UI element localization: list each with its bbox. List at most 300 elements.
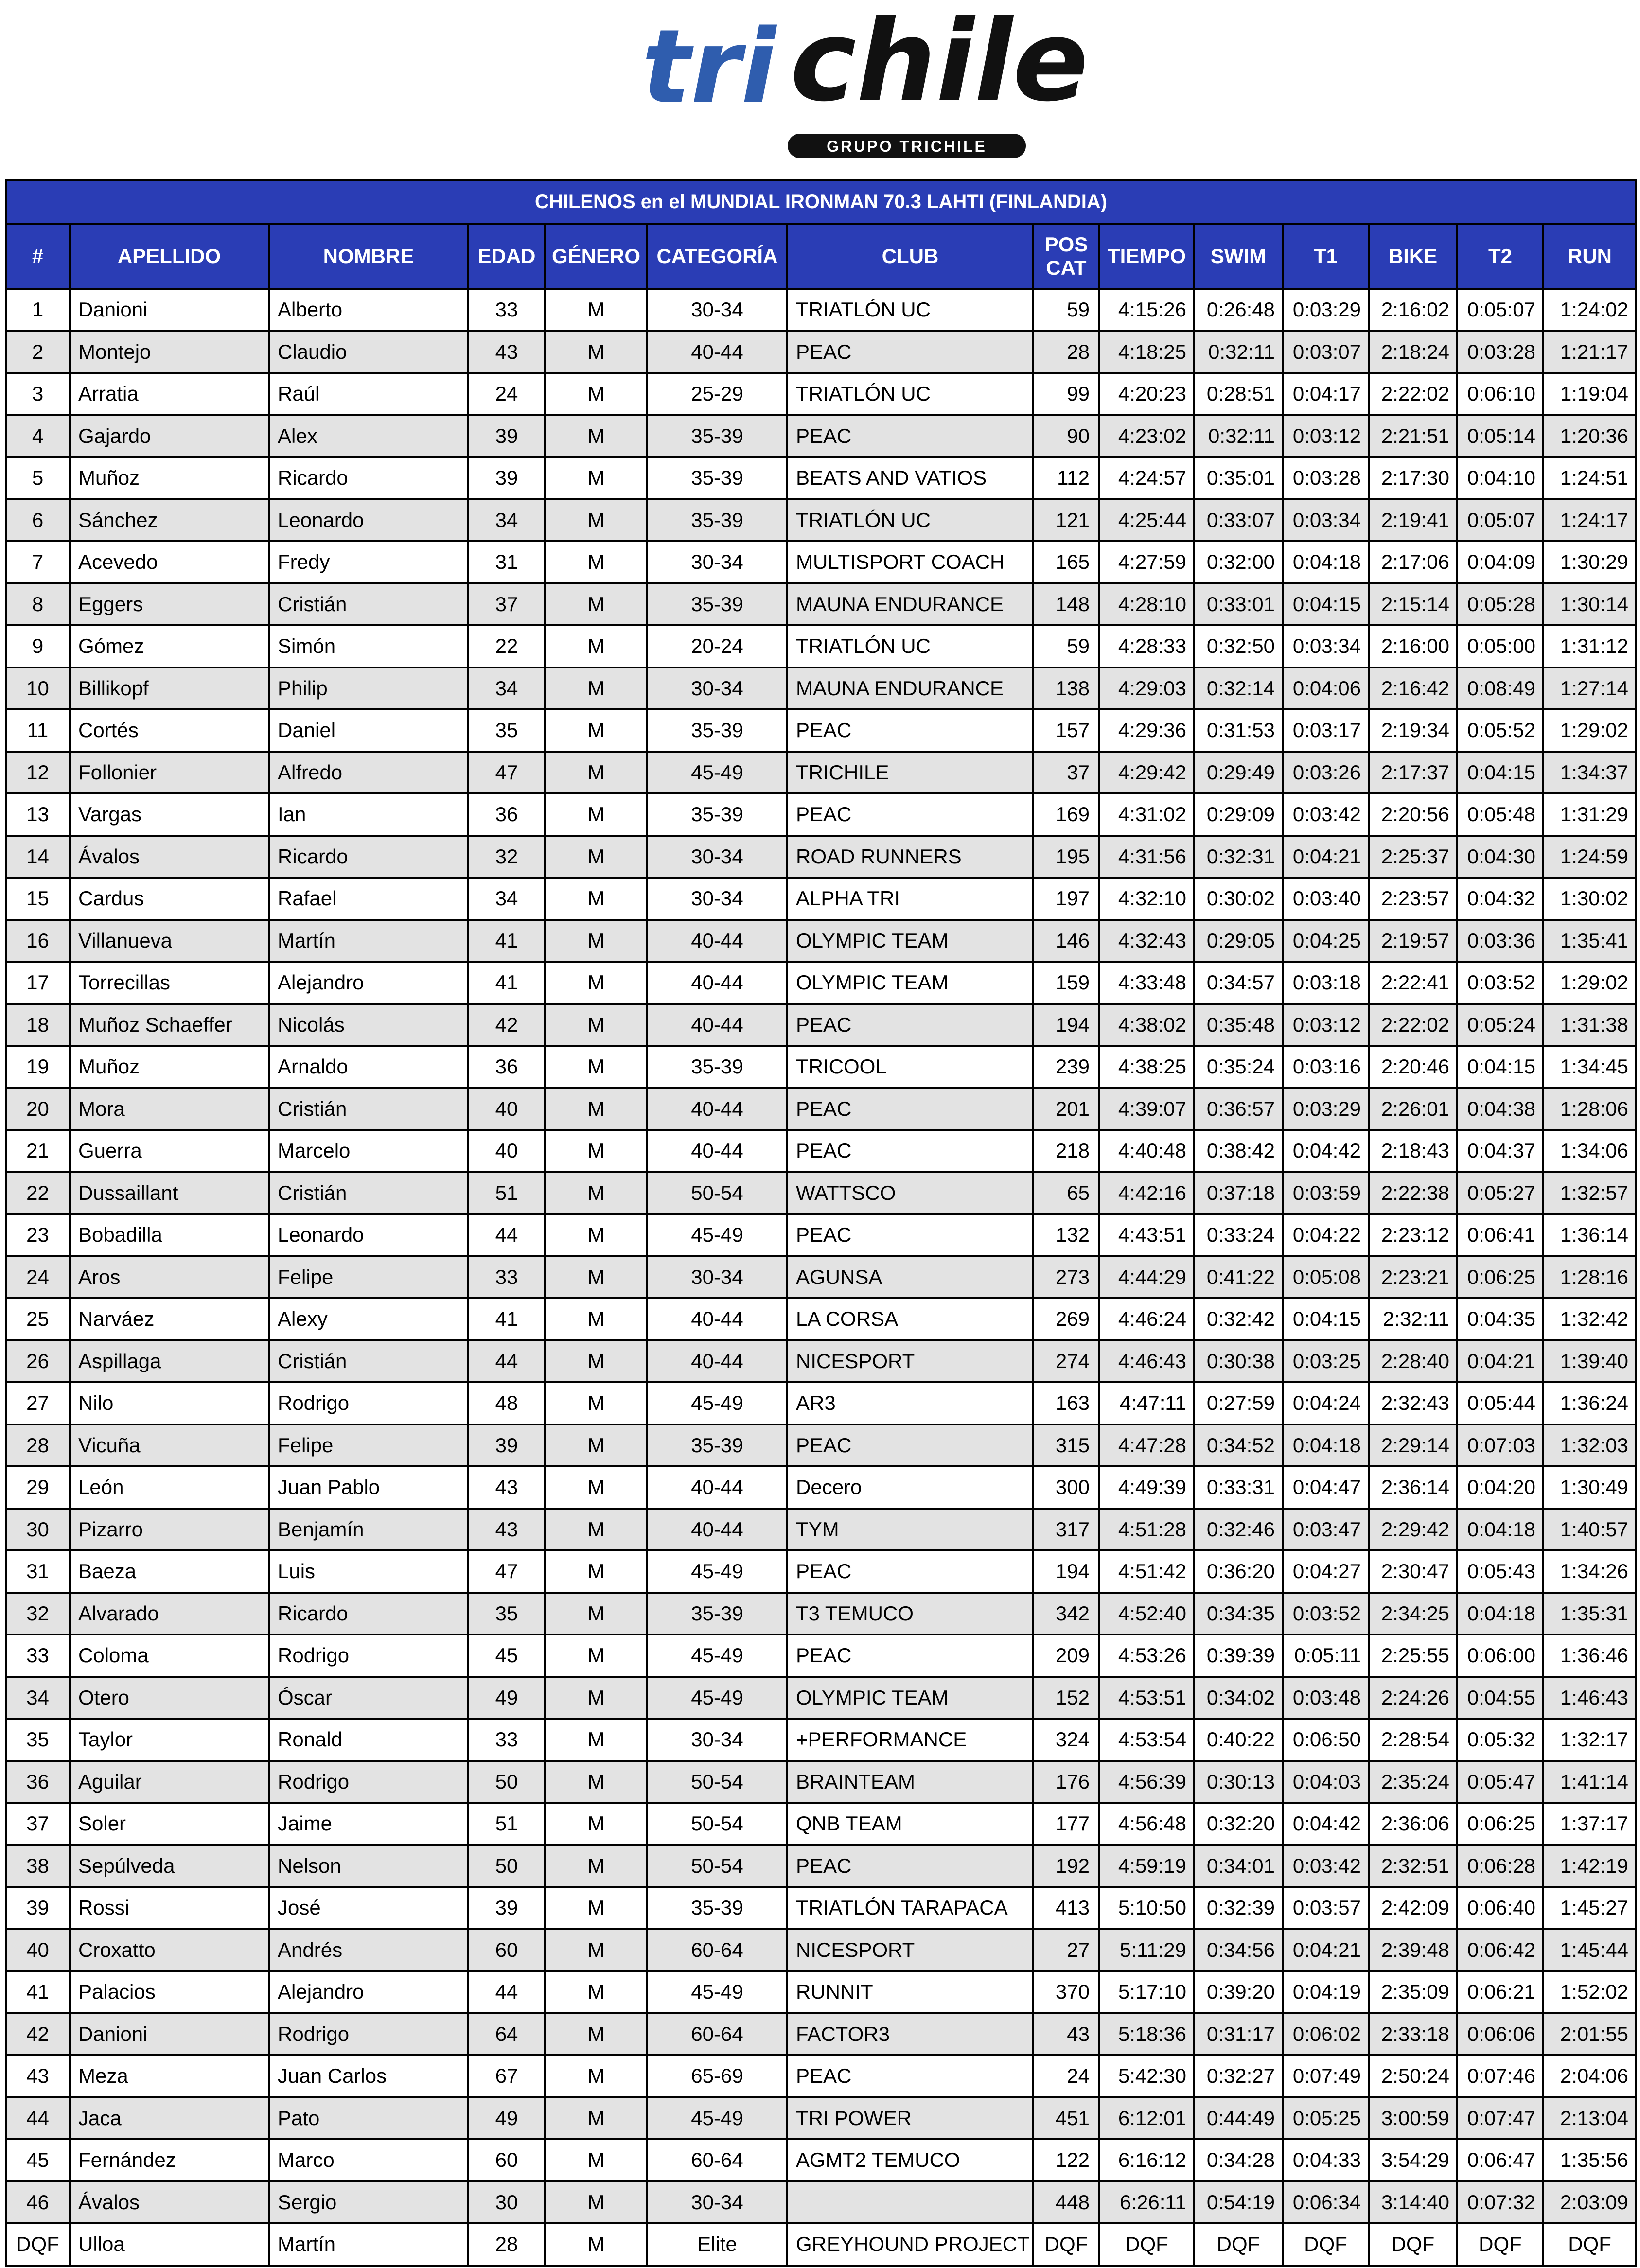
col-t2-cell: 0:04:55	[1457, 1677, 1543, 1719]
table-row	[6, 920, 1636, 962]
col-bike-cell: 2:20:56	[1369, 793, 1457, 836]
col-pos-cat-cell: 169	[1033, 793, 1099, 836]
col-categoria-cell: 45-49	[647, 1677, 787, 1719]
col-bike-cell: 2:32:51	[1369, 1845, 1457, 1887]
col-nombre-cell: Nelson	[269, 1845, 468, 1887]
col-edad-cell: 51	[468, 1172, 545, 1214]
col-categoria-cell: 40-44	[647, 920, 787, 962]
col-t1-cell: 0:04:25	[1283, 920, 1369, 962]
col-t1-cell: 0:04:21	[1283, 836, 1369, 878]
col-t1-cell: 0:05:08	[1283, 1256, 1369, 1299]
col-genero-cell: M	[545, 1677, 647, 1719]
col-genero-cell: M	[545, 1761, 647, 1803]
col-club-cell: ALPHA TRI	[787, 878, 1033, 920]
col-run-cell: 1:35:31	[1543, 1593, 1636, 1635]
col-club-cell: PEAC	[787, 1088, 1033, 1130]
col-edad-cell: 39	[468, 1887, 545, 1929]
col-apellido-cell: Montejo	[70, 331, 269, 373]
col-run-cell: 1:21:17	[1543, 331, 1636, 373]
table-row	[6, 1466, 1636, 1509]
col-bike-cell: 2:23:57	[1369, 878, 1457, 920]
col-bike-cell: 2:30:47	[1369, 1550, 1457, 1593]
col-edad-cell: 40	[468, 1130, 545, 1172]
col-t1-cell: 0:03:25	[1283, 1340, 1369, 1383]
col-t2-cell: 0:06:06	[1457, 2013, 1543, 2056]
col-tiempo-cell: 4:53:51	[1099, 1677, 1194, 1719]
col-edad-cell: 39	[468, 415, 545, 457]
col-t1-cell: 0:04:42	[1283, 1803, 1369, 1845]
col-tiempo-cell: 4:44:29	[1099, 1256, 1194, 1299]
col-tiempo-cell: 4:53:54	[1099, 1719, 1194, 1761]
col-run-cell: 1:34:06	[1543, 1130, 1636, 1172]
table-row	[6, 1929, 1636, 1971]
col-club-cell: PEAC	[787, 709, 1033, 752]
col-pos-cat-cell: 24	[1033, 2055, 1099, 2097]
col-genero-cell: M	[545, 1382, 647, 1424]
col-apellido-cell: Pizarro	[70, 1509, 269, 1551]
col-number-cell: 34	[6, 1677, 70, 1719]
trichile-logo	[642, 0, 1089, 160]
col-categoria-cell: 40-44	[647, 1466, 787, 1509]
col-categoria-cell: 35-39	[647, 1046, 787, 1088]
col-edad-cell: 44	[468, 1971, 545, 2013]
col-edad-cell: 44	[468, 1340, 545, 1383]
col-genero-cell: M	[545, 2013, 647, 2056]
col-swim-cell: 0:34:57	[1194, 962, 1283, 1004]
col-categoria-cell: 65-69	[647, 2055, 787, 2097]
col-run-cell: 1:29:02	[1543, 962, 1636, 1004]
col-run-cell: 1:39:40	[1543, 1340, 1636, 1383]
col-run-cell: 1:30:02	[1543, 878, 1636, 920]
col-t1-cell: 0:04:15	[1283, 1298, 1369, 1340]
col-bike-cell: 2:35:09	[1369, 1971, 1457, 2013]
col-genero-cell: M	[545, 1340, 647, 1383]
col-bike-cell: 2:17:37	[1369, 752, 1457, 794]
col-tiempo-cell: 4:24:57	[1099, 457, 1194, 499]
col-run-cell: 1:45:44	[1543, 1929, 1636, 1971]
col-categoria-cell: 35-39	[647, 583, 787, 626]
col-t2-cell: 0:04:09	[1457, 541, 1543, 583]
col-pos-cat-cell: 317	[1033, 1509, 1099, 1551]
col-number-cell: 28	[6, 1424, 70, 1467]
col-edad-cell: 34	[468, 668, 545, 710]
table-row	[6, 289, 1636, 331]
col-run-cell: 1:46:43	[1543, 1677, 1636, 1719]
col-club-cell: MAUNA ENDURANCE	[787, 668, 1033, 710]
col-bike-cell: 2:22:38	[1369, 1172, 1457, 1214]
col-tiempo-cell: 5:11:29	[1099, 1929, 1194, 1971]
col-tiempo-cell: 5:17:10	[1099, 1971, 1194, 2013]
col-club-cell: TYM	[787, 1509, 1033, 1551]
col-tiempo-cell: 5:10:50	[1099, 1887, 1194, 1929]
col-swim-cell: 0:34:35	[1194, 1593, 1283, 1635]
col-genero-cell: M	[545, 1635, 647, 1677]
table-row	[6, 1509, 1636, 1551]
col-t2-cell: 0:05:24	[1457, 1004, 1543, 1046]
col-number-cell: 46	[6, 2181, 70, 2224]
table-row	[6, 2139, 1636, 2181]
table-row	[6, 793, 1636, 836]
col-t2-cell: 0:03:52	[1457, 962, 1543, 1004]
col-t1-cell: 0:04:18	[1283, 1424, 1369, 1467]
col-bike-cell: 2:34:25	[1369, 1593, 1457, 1635]
col-edad-cell: 41	[468, 920, 545, 962]
col-swim-cell: 0:34:02	[1194, 1677, 1283, 1719]
table-row	[6, 583, 1636, 626]
col-swim-cell: 0:34:52	[1194, 1424, 1283, 1467]
col-t1-cell: 0:04:15	[1283, 583, 1369, 626]
col-apellido-cell: Muñoz Schaeffer	[70, 1004, 269, 1046]
col-run-cell: 1:34:37	[1543, 752, 1636, 794]
col-club-cell: TRIATLÓN UC	[787, 289, 1033, 331]
col-pos-cat-cell: 163	[1033, 1382, 1099, 1424]
table-row	[6, 836, 1636, 878]
col-club-cell: NICESPORT	[787, 1929, 1033, 1971]
col-genero-cell: M	[545, 1929, 647, 1971]
col-categoria-cell: 35-39	[647, 793, 787, 836]
col-bike-cell: DQF	[1369, 2223, 1457, 2266]
col-genero-cell: M	[545, 625, 647, 668]
table-row	[6, 1382, 1636, 1424]
col-tiempo-cell: 4:46:24	[1099, 1298, 1194, 1340]
col-run-cell: 1:52:02	[1543, 1971, 1636, 2013]
col-t2-cell: 0:04:32	[1457, 878, 1543, 920]
col-swim-cell: 0:32:50	[1194, 625, 1283, 668]
col-swim-cell: 0:38:42	[1194, 1130, 1283, 1172]
col-run-cell: 1:24:59	[1543, 836, 1636, 878]
col-t1-cell: 0:04:03	[1283, 1761, 1369, 1803]
col-run-cell: DQF	[1543, 2223, 1636, 2266]
col-t1-cell: 0:03:34	[1283, 499, 1369, 542]
col-bike-cell: 2:36:14	[1369, 1466, 1457, 1509]
col-pos-cat-cell: 197	[1033, 878, 1099, 920]
col-tiempo-cell: 4:56:48	[1099, 1803, 1194, 1845]
col-edad-cell: 32	[468, 836, 545, 878]
col-categoria-cell: 30-34	[647, 1256, 787, 1299]
col-club-cell: PEAC	[787, 1130, 1033, 1172]
col-nombre-cell: Sergio	[269, 2181, 468, 2224]
col-club-header: CLUB	[787, 224, 1033, 289]
col-bike-cell: 2:29:14	[1369, 1424, 1457, 1467]
col-tiempo-cell: 4:40:48	[1099, 1130, 1194, 1172]
col-number-cell: 11	[6, 709, 70, 752]
table-row	[6, 1130, 1636, 1172]
col-apellido-cell: Vicuña	[70, 1424, 269, 1467]
col-t2-cell: 0:03:36	[1457, 920, 1543, 962]
col-tiempo-cell: 4:52:40	[1099, 1593, 1194, 1635]
col-apellido-cell: Jaca	[70, 2097, 269, 2140]
col-genero-cell: M	[545, 920, 647, 962]
col-pos-cat-cell: 209	[1033, 1635, 1099, 1677]
col-apellido-cell: Guerra	[70, 1130, 269, 1172]
col-run-cell: 1:40:57	[1543, 1509, 1636, 1551]
col-edad-cell: 39	[468, 457, 545, 499]
col-edad-cell: 34	[468, 499, 545, 542]
col-apellido-cell: Aros	[70, 1256, 269, 1299]
col-club-cell: PEAC	[787, 331, 1033, 373]
col-nombre-cell: Ricardo	[269, 836, 468, 878]
col-tiempo-cell: 4:31:02	[1099, 793, 1194, 836]
col-t2-cell: 0:03:28	[1457, 331, 1543, 373]
col-number-cell: 13	[6, 793, 70, 836]
col-nombre-cell: Óscar	[269, 1677, 468, 1719]
col-pos-cat-cell: 448	[1033, 2181, 1099, 2224]
col-swim-cell: 0:41:22	[1194, 1256, 1283, 1299]
col-run-cell: 1:30:14	[1543, 583, 1636, 626]
col-genero-cell: M	[545, 1550, 647, 1593]
col-apellido-cell: Vargas	[70, 793, 269, 836]
col-bike-cell: 2:39:48	[1369, 1929, 1457, 1971]
table-row	[6, 499, 1636, 542]
col-number-cell: 16	[6, 920, 70, 962]
col-run-cell: 1:36:46	[1543, 1635, 1636, 1677]
col-number-cell: 18	[6, 1004, 70, 1046]
col-run-cell: 2:03:09	[1543, 2181, 1636, 2224]
col-pos-cat-cell: 157	[1033, 709, 1099, 752]
col-t1-cell: 0:04:47	[1283, 1466, 1369, 1509]
col-apellido-cell: Aguilar	[70, 1761, 269, 1803]
col-edad-cell: 36	[468, 793, 545, 836]
col-club-cell: AR3	[787, 1382, 1033, 1424]
col-categoria-cell: 50-54	[647, 1172, 787, 1214]
col-tiempo-cell: 4:38:25	[1099, 1046, 1194, 1088]
col-tiempo-cell: 4:46:43	[1099, 1340, 1194, 1383]
col-swim-cell: 0:29:49	[1194, 752, 1283, 794]
col-swim-cell: 0:33:01	[1194, 583, 1283, 626]
col-run-cell: 1:32:42	[1543, 1298, 1636, 1340]
col-run-cell: 1:32:03	[1543, 1424, 1636, 1467]
col-nombre-cell: Claudio	[269, 331, 468, 373]
col-club-cell	[787, 2181, 1033, 2224]
col-tiempo-cell: 4:51:42	[1099, 1550, 1194, 1593]
table-row	[6, 1172, 1636, 1214]
col-number-cell: 2	[6, 331, 70, 373]
col-apellido-cell: Arratia	[70, 373, 269, 415]
col-swim-cell: 0:33:07	[1194, 499, 1283, 542]
col-nombre-cell: Marcelo	[269, 1130, 468, 1172]
col-bike-header: BIKE	[1369, 224, 1457, 289]
col-genero-cell: M	[545, 1845, 647, 1887]
col-run-cell: 1:32:57	[1543, 1172, 1636, 1214]
col-categoria-cell: Elite	[647, 2223, 787, 2266]
col-nombre-cell: Juan Carlos	[269, 2055, 468, 2097]
logo-tri-text: tri	[642, 7, 776, 126]
col-bike-cell: 2:50:24	[1369, 2055, 1457, 2097]
col-club-cell: TRI POWER	[787, 2097, 1033, 2140]
col-number-cell: 43	[6, 2055, 70, 2097]
col-club-cell: TRIATLÓN UC	[787, 499, 1033, 542]
col-pos-cat-cell: 59	[1033, 289, 1099, 331]
col-number-cell: 41	[6, 1971, 70, 2013]
col-club-cell: TRICHILE	[787, 752, 1033, 794]
col-bike-cell: 2:23:12	[1369, 1214, 1457, 1256]
col-swim-cell: 0:54:19	[1194, 2181, 1283, 2224]
col-tiempo-cell: 4:29:42	[1099, 752, 1194, 794]
col-nombre-cell: Alfredo	[269, 752, 468, 794]
col-swim-cell: 0:32:00	[1194, 541, 1283, 583]
table-row	[6, 1635, 1636, 1677]
col-edad-cell: 28	[468, 2223, 545, 2266]
col-apellido-cell: Rossi	[70, 1887, 269, 1929]
col-t2-cell: 0:06:25	[1457, 1803, 1543, 1845]
col-pos-cat-cell: 370	[1033, 1971, 1099, 2013]
col-t2-cell: 0:07:03	[1457, 1424, 1543, 1467]
col-number-cell: 32	[6, 1593, 70, 1635]
col-number-cell: 30	[6, 1509, 70, 1551]
table-row	[6, 2181, 1636, 2224]
col-apellido-cell: Otero	[70, 1677, 269, 1719]
col-run-cell: 1:28:06	[1543, 1088, 1636, 1130]
table-row	[6, 1298, 1636, 1340]
col-t1-cell: 0:05:25	[1283, 2097, 1369, 2140]
table-row	[6, 878, 1636, 920]
col-edad-cell: 50	[468, 1761, 545, 1803]
col-genero-cell: M	[545, 2139, 647, 2181]
col-pos-cat-cell: 37	[1033, 752, 1099, 794]
col-nombre-cell: Philip	[269, 668, 468, 710]
col-categoria-cell: 45-49	[647, 1635, 787, 1677]
col-categoria-cell: 30-34	[647, 836, 787, 878]
col-bike-cell: 2:17:30	[1369, 457, 1457, 499]
col-t2-cell: 0:05:07	[1457, 499, 1543, 542]
col-club-cell: PEAC	[787, 1635, 1033, 1677]
col-nombre-cell: Cristián	[269, 1172, 468, 1214]
col-run-cell: 1:31:12	[1543, 625, 1636, 668]
col-apellido-cell: Eggers	[70, 583, 269, 626]
col-swim-cell: 0:32:27	[1194, 2055, 1283, 2097]
table-row	[6, 1593, 1636, 1635]
col-edad-cell: 42	[468, 1004, 545, 1046]
col-number-cell: 38	[6, 1845, 70, 1887]
col-edad-cell: 24	[468, 373, 545, 415]
col-nombre-cell: Alexy	[269, 1298, 468, 1340]
table-row	[6, 1088, 1636, 1130]
col-apellido-cell: Croxatto	[70, 1929, 269, 1971]
col-t2-cell: 0:06:00	[1457, 1635, 1543, 1677]
col-run-cell: 1:19:04	[1543, 373, 1636, 415]
col-pos-cat-cell: 300	[1033, 1466, 1099, 1509]
table-row	[6, 541, 1636, 583]
col-nombre-cell: Cristián	[269, 1088, 468, 1130]
col-t2-cell: 0:06:41	[1457, 1214, 1543, 1256]
col-edad-cell: 39	[468, 1424, 545, 1467]
col-t2-header: T2	[1457, 224, 1543, 289]
col-apellido-cell: Alvarado	[70, 1593, 269, 1635]
col-swim-cell: DQF	[1194, 2223, 1283, 2266]
col-nombre-cell: Martín	[269, 2223, 468, 2266]
col-tiempo-cell: 4:29:03	[1099, 668, 1194, 710]
col-t1-cell: 0:03:48	[1283, 1677, 1369, 1719]
col-run-cell: 2:04:06	[1543, 2055, 1636, 2097]
col-apellido-cell: Aspillaga	[70, 1340, 269, 1383]
col-pos-cat-cell: 194	[1033, 1004, 1099, 1046]
col-nombre-cell: Simón	[269, 625, 468, 668]
col-genero-cell: M	[545, 541, 647, 583]
col-number-cell: 21	[6, 1130, 70, 1172]
col-t1-cell: 0:03:34	[1283, 625, 1369, 668]
col-run-cell: 1:45:27	[1543, 1887, 1636, 1929]
col-nombre-cell: Luis	[269, 1550, 468, 1593]
header	[0, 0, 1640, 165]
col-edad-cell: 30	[468, 2181, 545, 2224]
col-nombre-cell: Rodrigo	[269, 1382, 468, 1424]
col-number-cell: 1	[6, 289, 70, 331]
col-tiempo-cell: 4:38:02	[1099, 1004, 1194, 1046]
col-nombre-cell: Ricardo	[269, 457, 468, 499]
col-number-cell: 40	[6, 1929, 70, 1971]
col-apellido-cell: Palacios	[70, 1971, 269, 2013]
col-swim-cell: 0:30:13	[1194, 1761, 1283, 1803]
col-t1-cell: 0:03:40	[1283, 878, 1369, 920]
col-t1-cell: 0:04:42	[1283, 1130, 1369, 1172]
col-edad-cell: 41	[468, 1298, 545, 1340]
col-swim-header: SWIM	[1194, 224, 1283, 289]
col-club-cell: PEAC	[787, 1550, 1033, 1593]
col-pos-cat-cell: 413	[1033, 1887, 1099, 1929]
col-bike-cell: 2:17:06	[1369, 541, 1457, 583]
table-row	[6, 1424, 1636, 1467]
col-bike-cell: 2:22:41	[1369, 962, 1457, 1004]
table-row	[6, 373, 1636, 415]
col-tiempo-cell: 4:33:48	[1099, 962, 1194, 1004]
col-club-cell: ROAD RUNNERS	[787, 836, 1033, 878]
col-club-cell: Decero	[787, 1466, 1033, 1509]
col-bike-cell: 2:33:18	[1369, 2013, 1457, 2056]
col-categoria-cell: 30-34	[647, 668, 787, 710]
col-apellido-cell: Ávalos	[70, 836, 269, 878]
logo-tagline: GRUPO TRICHILE	[827, 138, 987, 155]
col-pos-cat-cell: 273	[1033, 1256, 1099, 1299]
col-categoria-cell: 35-39	[647, 1593, 787, 1635]
col-run-cell: 1:24:51	[1543, 457, 1636, 499]
col-genero-cell: M	[545, 499, 647, 542]
col-edad-cell: 45	[468, 1635, 545, 1677]
col-swim-cell: 0:32:42	[1194, 1298, 1283, 1340]
col-genero-cell: M	[545, 1887, 647, 1929]
col-run-cell: 2:01:55	[1543, 2013, 1636, 2056]
col-categoria-cell: 45-49	[647, 1971, 787, 2013]
col-t2-cell: 0:04:18	[1457, 1509, 1543, 1551]
col-genero-cell: M	[545, 1298, 647, 1340]
col-run-cell: 1:32:17	[1543, 1719, 1636, 1761]
table-row	[6, 1677, 1636, 1719]
col-run-cell: 1:30:49	[1543, 1466, 1636, 1509]
col-run-cell: 1:24:17	[1543, 499, 1636, 542]
col-apellido-cell: Coloma	[70, 1635, 269, 1677]
col-tiempo-cell: 4:27:59	[1099, 541, 1194, 583]
col-club-cell: PEAC	[787, 415, 1033, 457]
col-tiempo-cell: 4:25:44	[1099, 499, 1194, 542]
col-categoria-cell: 25-29	[647, 373, 787, 415]
col-edad-cell: 34	[468, 878, 545, 920]
col-t1-cell: 0:04:06	[1283, 668, 1369, 710]
col-run-cell: 1:35:56	[1543, 2139, 1636, 2181]
table-row	[6, 1887, 1636, 1929]
col-edad-cell: 67	[468, 2055, 545, 2097]
col-t1-cell: 0:04:22	[1283, 1214, 1369, 1256]
col-swim-cell: 0:40:22	[1194, 1719, 1283, 1761]
col-apellido-cell: Soler	[70, 1803, 269, 1845]
col-swim-cell: 0:39:20	[1194, 1971, 1283, 2013]
col-club-cell: BRAINTEAM	[787, 1761, 1033, 1803]
col-categoria-cell: 35-39	[647, 1424, 787, 1467]
col-apellido-cell: León	[70, 1466, 269, 1509]
col-bike-cell: 2:18:43	[1369, 1130, 1457, 1172]
col-nombre-cell: Rodrigo	[269, 1635, 468, 1677]
col-club-cell: TRIATLÓN TARAPACA	[787, 1887, 1033, 1929]
col-number-cell: 6	[6, 499, 70, 542]
col-tiempo-cell: 4:47:28	[1099, 1424, 1194, 1467]
